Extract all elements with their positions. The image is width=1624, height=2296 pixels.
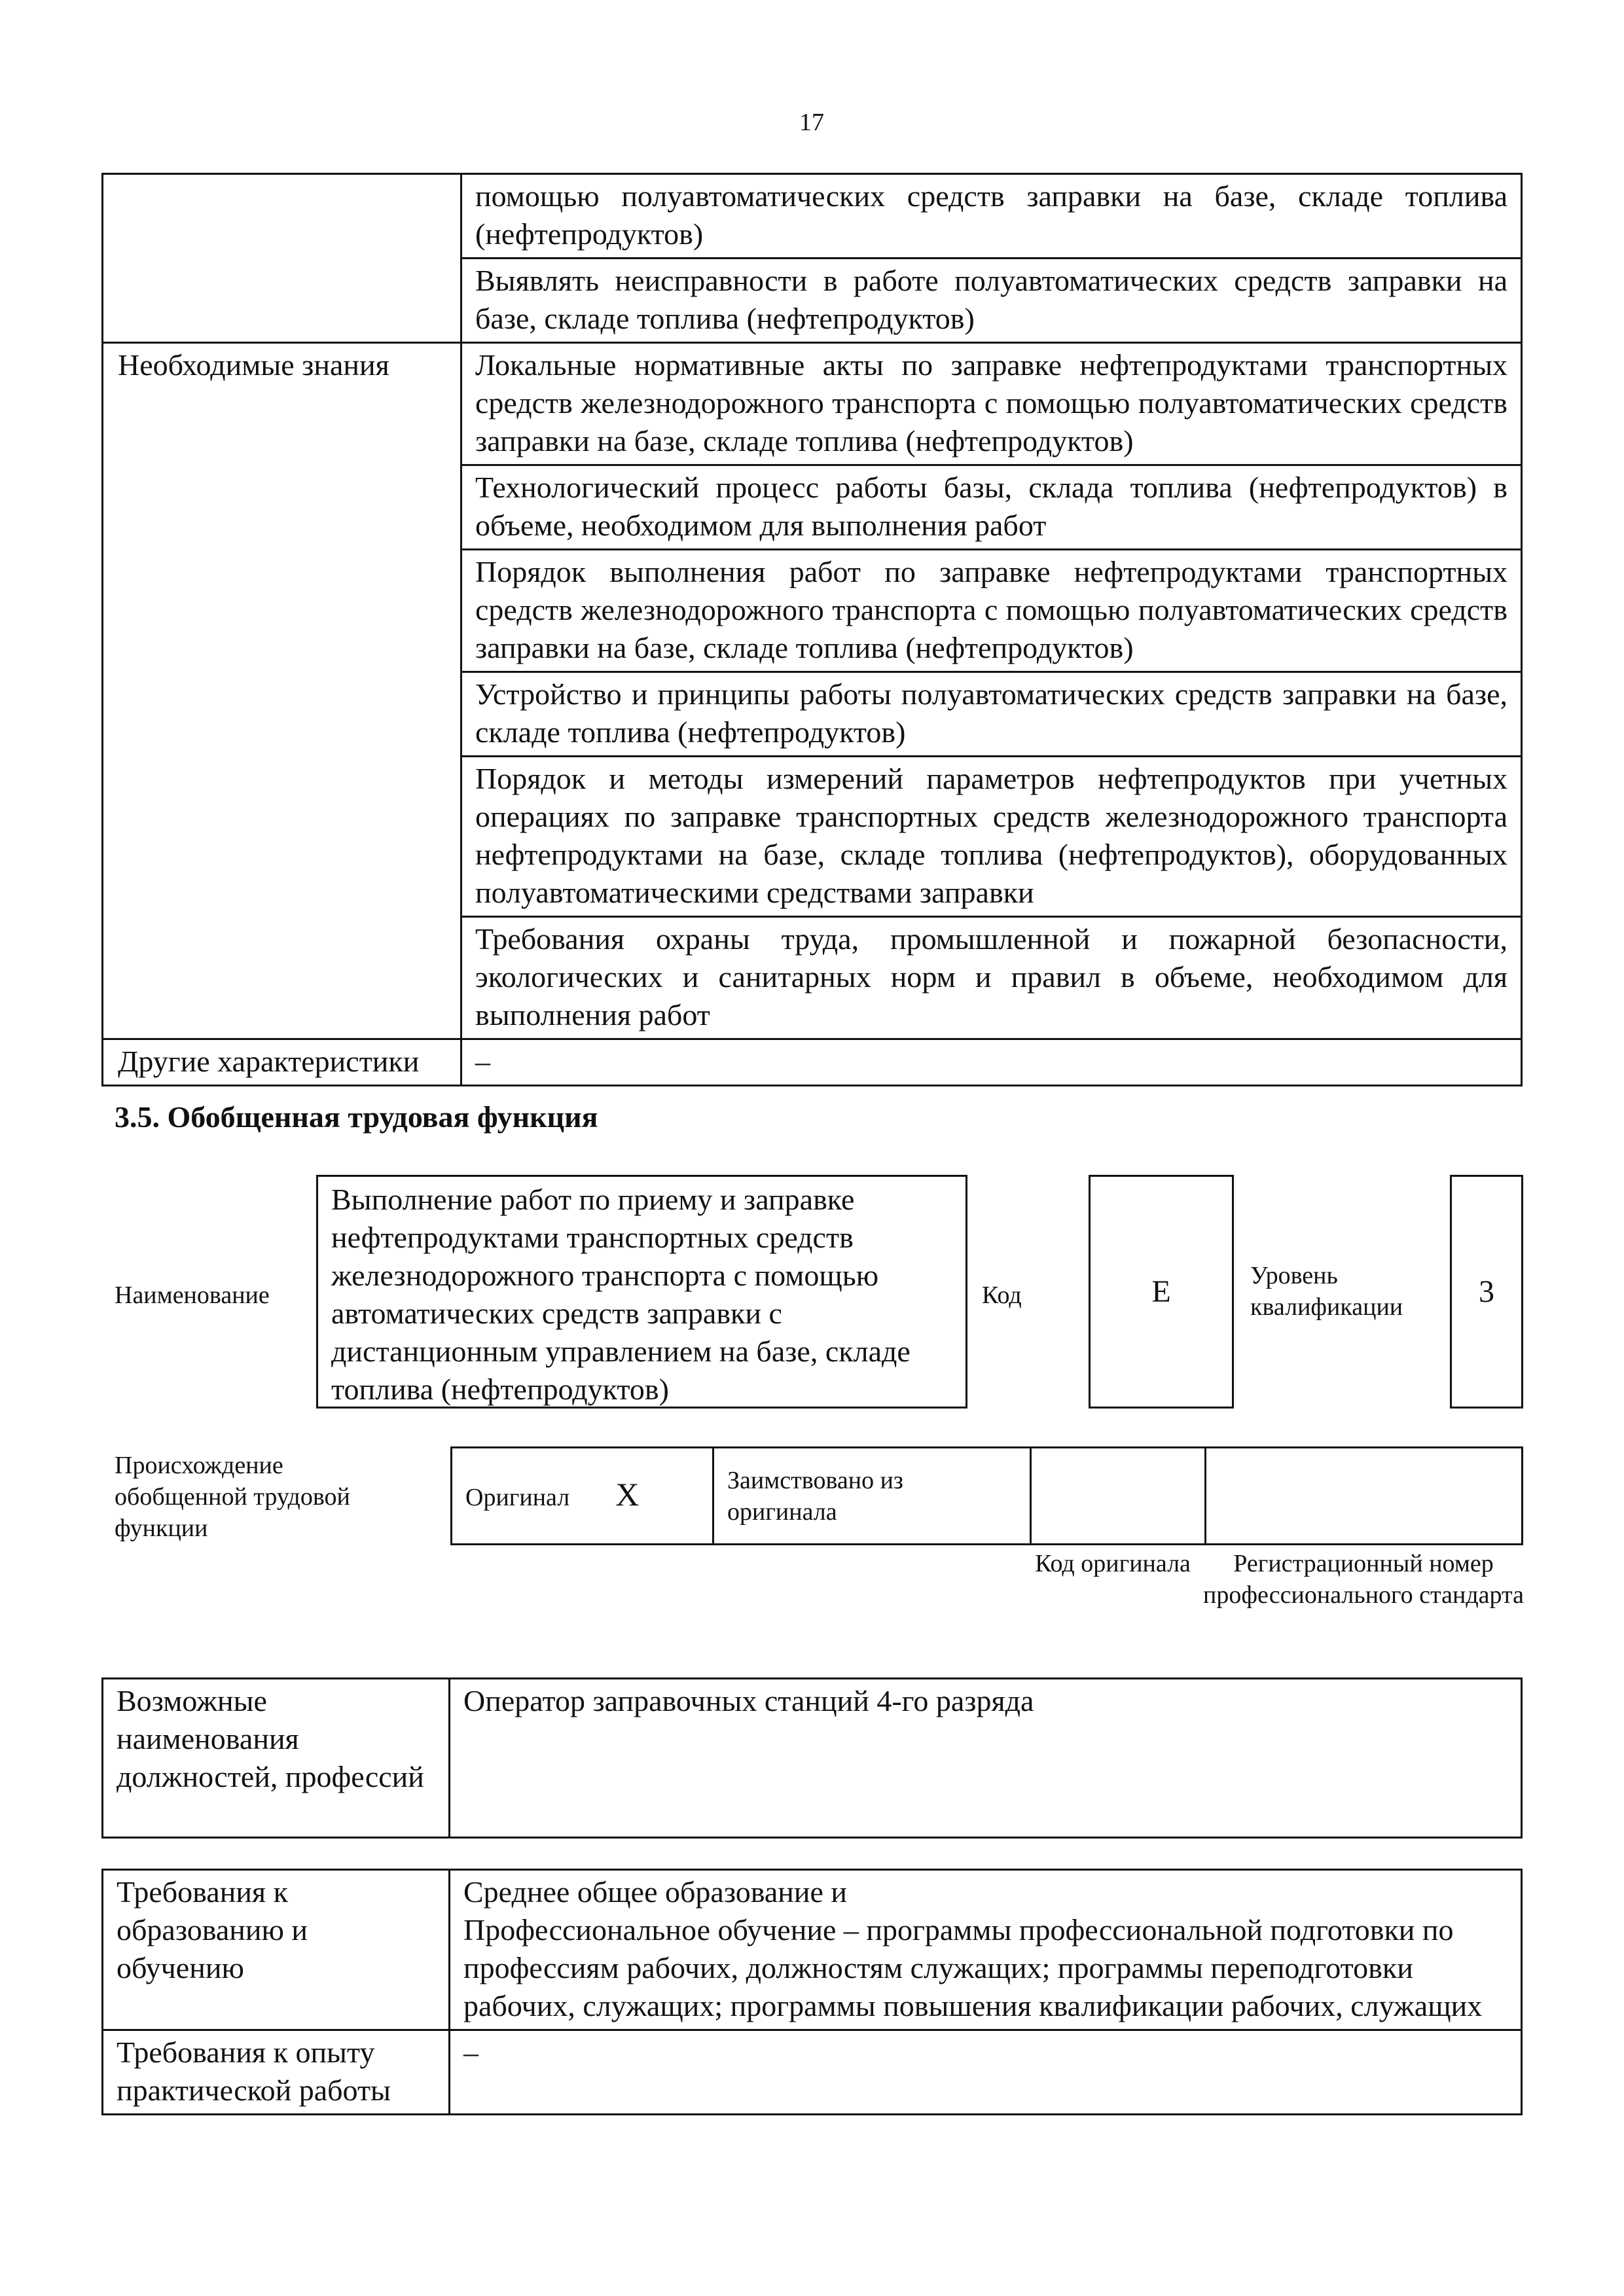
table-row (103, 2030, 1522, 2115)
original-mark: X (615, 1476, 640, 1513)
row-text: Выявлять неисправности в работе полуавтоматических средств заправки на базе, складе топлива (нефтепродуктов) (461, 259, 1522, 343)
borrowed-label: Заимствовано из оригинала (727, 1466, 903, 1526)
qualification-level-value: 3 (1479, 1274, 1494, 1309)
borrowed-cell (713, 1448, 1031, 1545)
row-text: Локальные нормативные акты по заправке нефтепродуктами транспортных средств железнодорожного транспорта с помощью полуавтоматических средств заправки на базе, складе топлива (нефтепродуктов) (461, 343, 1522, 465)
page-number: 17 (799, 109, 824, 136)
row-text: Порядок и методы измерений параметров нефтепродуктов при учетных операциях по заправке транспортных средств железнодорожного транспорта нефтепродуктами на базе, складе топлива (нефтепродуктов), оборудованных полуавтоматическими средствами заправки (461, 757, 1522, 917)
positions-label: Возможные наименования должностей, профессий (103, 1679, 450, 1838)
section-heading: 3.5. Обобщенная трудовая функция (115, 1100, 598, 1134)
row-text: Технологический процесс работы базы, склада топлива (нефтепродуктов) в объеме, необходимом для выполнения работ (461, 465, 1522, 550)
code-box (1089, 1175, 1234, 1408)
code-label: Код (982, 1282, 1022, 1309)
row-text: помощью полуавтоматических средств заправки на базе, складе топлива (нефтепродуктов) (461, 174, 1522, 259)
row-label (103, 259, 461, 343)
experience-value: – (450, 2030, 1522, 2115)
qualification-level-box (1450, 1175, 1523, 1408)
qualification-level-label: Уровень квалификации (1250, 1262, 1403, 1321)
table-row (452, 1448, 1523, 1545)
function-name-value: Выполнение работ по приему и заправке нефтепродуктами транспортных средств железнодорожного транспорта с помощью автоматических средств заправки с дистанционным управлением на базе, складе топлива (нефтепродуктов) (331, 1183, 911, 1406)
positions-table (101, 1677, 1523, 1839)
table-row (103, 1870, 1522, 2030)
original-code-caption: Код оригинала (1035, 1550, 1191, 1577)
row-label: Другие характеристики (103, 1039, 461, 1086)
table-row (103, 343, 1522, 465)
origin-label: Происхождение обобщенной трудовой функции (115, 1452, 350, 1542)
education-value (450, 1870, 1522, 2030)
function-name-box (316, 1175, 967, 1408)
row-text: Устройство и принципы работы полуавтоматических средств заправки на базе, складе топлива (нефтепродуктов) (461, 672, 1522, 757)
row-label: Необходимые знания (103, 343, 461, 1039)
knowledge-table (101, 173, 1523, 1086)
name-label: Наименование (115, 1282, 270, 1309)
education-line: Профессиональное обучение – программы профессиональной подготовки по профессиям рабочих, должностям служащих; программы переподготовки рабочих, служащих; программы повышения квалификации рабочих, служащих (463, 1913, 1483, 2022)
row-text: – (461, 1039, 1522, 1086)
education-label: Требования к образованию и обучению (103, 1870, 450, 2030)
origin-table (450, 1446, 1523, 1545)
requirements-table (101, 1869, 1523, 2115)
registration-number-caption: Регистрационный номер профессионального стандарта (1203, 1550, 1524, 1609)
row-text: Требования охраны труда, промышленной и пожарной безопасности, экологических и санитарных норм и правил в объеме, необходимом для выполнения работ (461, 917, 1522, 1039)
row-text: Порядок выполнения работ по заправке нефтепродуктами транспортных средств железнодорожного транспорта с помощью полуавтоматических средств заправки на базе, складе топлива (нефтепродуктов) (461, 550, 1522, 672)
code-value: E (1151, 1274, 1171, 1309)
registration-number-cell (1206, 1448, 1523, 1545)
table-row (103, 174, 1522, 259)
experience-label: Требования к опыту практической работы (103, 2030, 450, 2115)
positions-value: Оператор заправочных станций 4-го разряда (450, 1679, 1522, 1838)
table-row (103, 1679, 1522, 1838)
table-row (103, 1039, 1522, 1086)
original-code-cell (1031, 1448, 1206, 1545)
education-line: Среднее общее образование и (463, 1875, 848, 1909)
original-cell (452, 1448, 713, 1545)
row-label (103, 174, 461, 259)
original-label: Оригинал (465, 1484, 570, 1511)
table-row (103, 259, 1522, 343)
